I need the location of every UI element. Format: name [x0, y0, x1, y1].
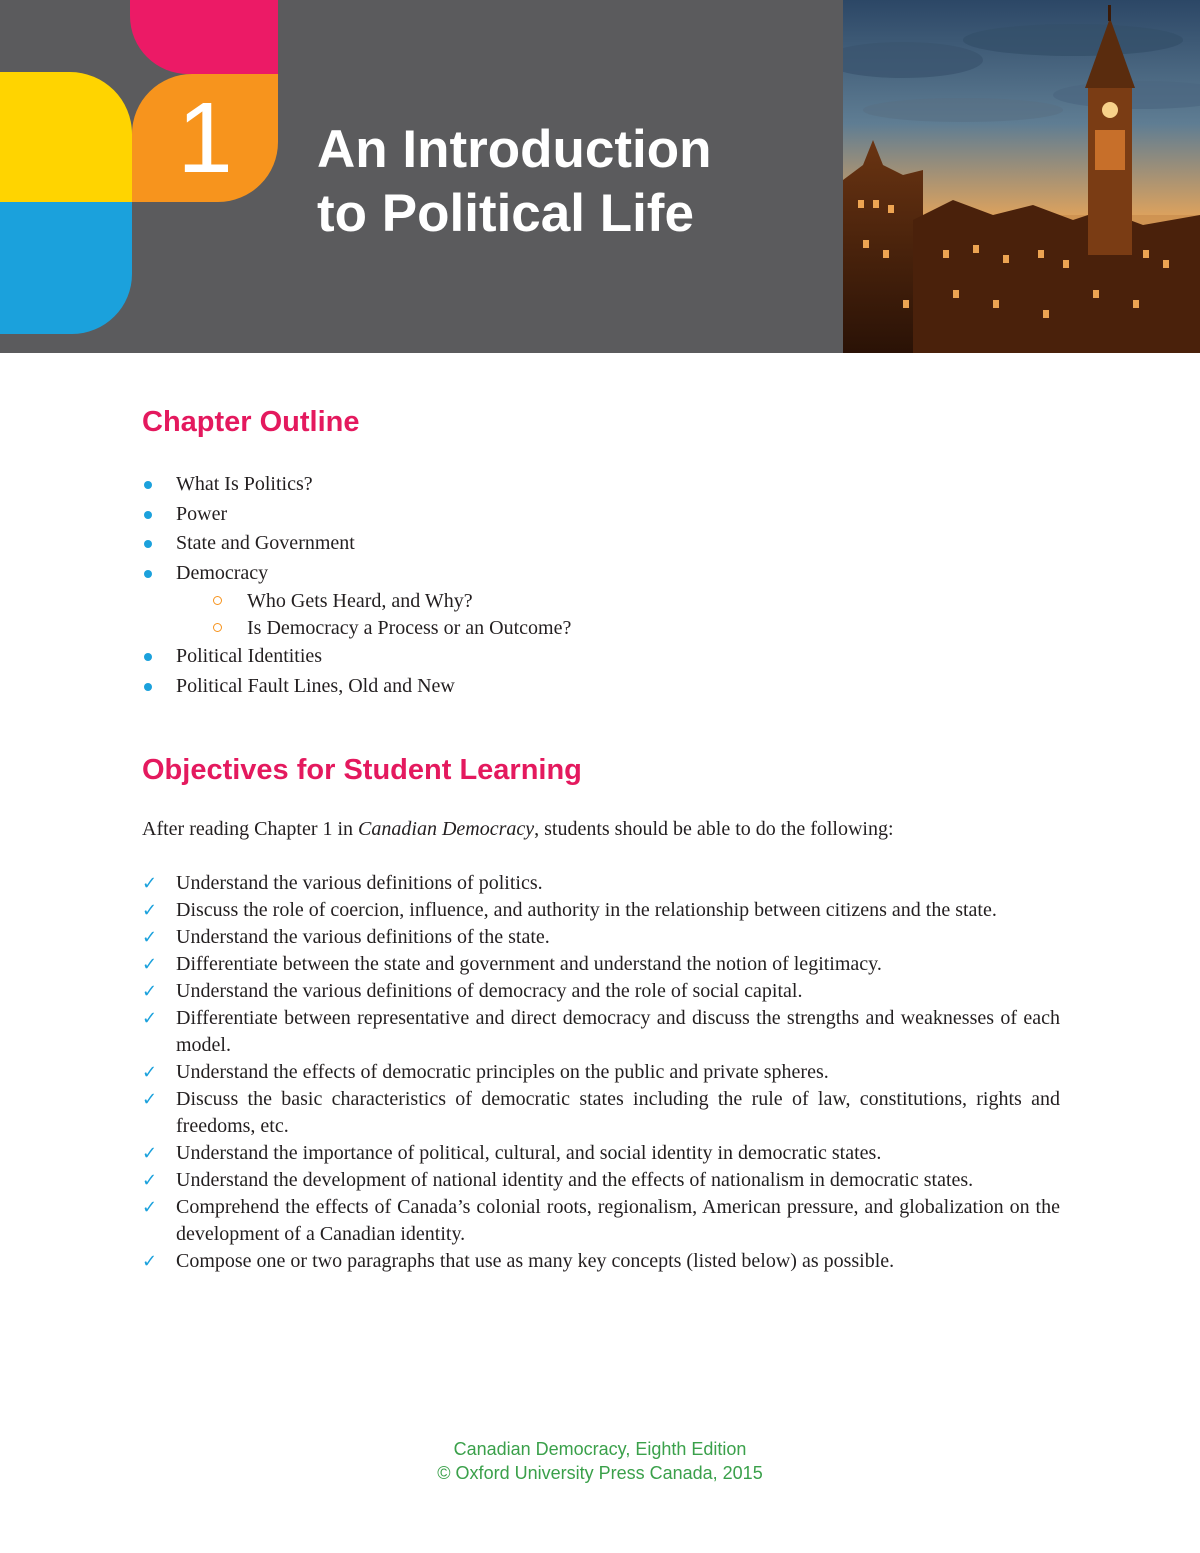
checkmark-icon: ✓: [142, 927, 158, 948]
chapter-header: [0, 0, 1200, 353]
objectives-intro: After reading Chapter 1 in Canadian Democracy, students should be able to do the following:: [142, 818, 894, 840]
objectives-list: [142, 870, 1060, 1275]
chapter-title: [317, 118, 711, 246]
checkmark-icon: ✓: [142, 1197, 158, 1218]
blue-petal: [0, 202, 132, 334]
objective-item: ✓ Differentiate between representative and direct democracy and discuss the strengths and weaknesses of each model.: [142, 1007, 1060, 1056]
magenta-petal: [130, 0, 278, 74]
page-footer: [0, 1437, 1200, 1485]
chapter-outline-heading: Chapter Outline: [142, 406, 360, 438]
objective-item: ✓ Understand the effects of democratic principles on the public and private spheres.: [142, 1059, 1060, 1086]
bullet-icon: [144, 683, 152, 691]
yellow-petal: [0, 72, 132, 202]
bullet-icon: [144, 481, 152, 489]
objective-item: ✓ Compose one or two paragraphs that use as many key concepts (listed below) as possible.: [142, 1248, 1060, 1275]
chapter-number: 1: [177, 82, 233, 194]
objective-item: ✓ Understand the development of national identity and the effects of nationalism in democratic states.: [142, 1167, 1060, 1194]
objective-item: ✓ Understand the various definitions of democracy and the role of social capital.: [142, 978, 1060, 1005]
sub-list-item: Is Democracy a Process or an Outcome?: [142, 615, 1042, 642]
checkmark-icon: ✓: [142, 1008, 158, 1029]
bullet-icon: [144, 653, 152, 661]
circle-bullet-icon: [213, 623, 222, 632]
footer-book-edition: Canadian Democracy, Eighth Edition: [453, 1439, 747, 1459]
list-item: Political Identities: [142, 642, 1042, 672]
checkmark-icon: ✓: [142, 873, 158, 894]
chapter-title-line1: An Introduction: [317, 120, 712, 179]
objective-item: ✓ Discuss the basic characteristics of democratic states including the rule of law, constitutions, rights and freedoms, etc.: [142, 1088, 1060, 1137]
bullet-icon: [144, 511, 152, 519]
objective-item: ✓ Discuss the role of coercion, influence, and authority in the relationship between citizens and the state.: [142, 897, 1060, 924]
footer-copyright: © Oxford University Press Canada, 2015: [437, 1463, 763, 1483]
circle-bullet-icon: [213, 596, 222, 605]
objective-item: ✓ Understand the various definitions of the state.: [142, 924, 1060, 951]
chapter-outline-list: [142, 470, 1042, 701]
checkmark-icon: ✓: [142, 1170, 158, 1191]
list-item: Political Fault Lines, Old and New: [142, 672, 1042, 702]
book-title: Canadian Democracy: [358, 818, 535, 840]
objectives-heading: Objectives for Student Learning: [142, 754, 582, 786]
checkmark-icon: ✓: [142, 1251, 158, 1272]
list-item: What Is Politics?: [142, 470, 1042, 500]
bullet-icon: [144, 570, 152, 578]
checkmark-icon: ✓: [142, 900, 158, 921]
objective-item: ✓ Differentiate between the state and government and understand the notion of legitimacy.: [142, 951, 1060, 978]
list-item: Power: [142, 500, 1042, 530]
objective-item: ✓ Understand the importance of political, cultural, and social identity in democratic states.: [142, 1140, 1060, 1167]
checkmark-icon: ✓: [142, 1089, 158, 1110]
parliament-photo: [843, 0, 1200, 353]
list-item: Democracy: [142, 559, 1042, 589]
bullet-icon: [144, 540, 152, 548]
checkmark-icon: ✓: [142, 981, 158, 1002]
checkmark-icon: ✓: [142, 1062, 158, 1083]
checkmark-icon: ✓: [142, 954, 158, 975]
objective-item: ✓ Comprehend the effects of Canada’s colonial roots, regionalism, American pressure, and globalization on the development of a Canadian identity.: [142, 1196, 1060, 1245]
checkmark-icon: ✓: [142, 1143, 158, 1164]
chapter-title-line2: to Political Life: [317, 184, 694, 243]
list-item: State and Government: [142, 529, 1042, 559]
sub-list-item: Who Gets Heard, and Why?: [142, 588, 1042, 615]
objective-item: ✓ Understand the various definitions of politics.: [142, 870, 1060, 897]
